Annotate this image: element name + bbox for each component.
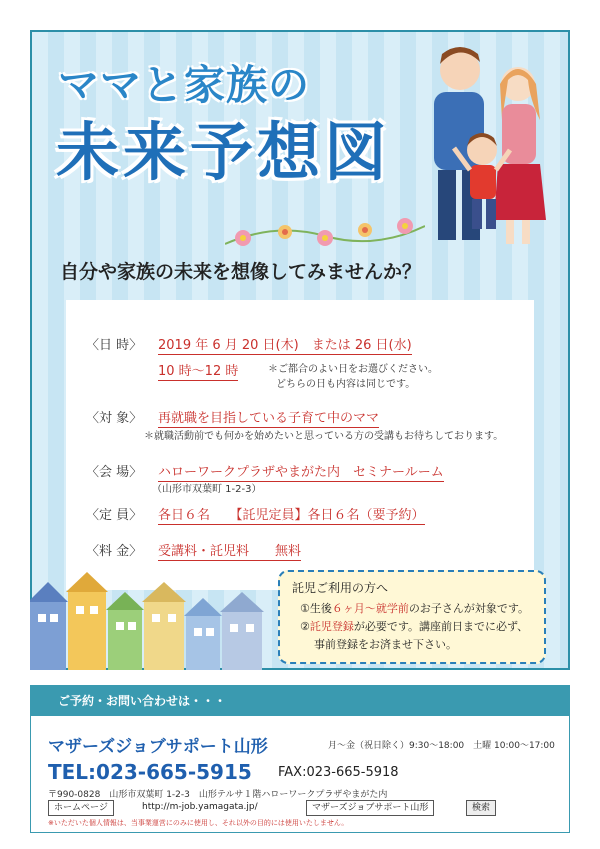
date-value: 2019 年 6 月 20 日(木) または 26 日(水): [158, 338, 412, 353]
date-note-line2: どちらの日も内容は同じです。: [276, 379, 416, 390]
target-note: ＊就職活動前でも何かを始めたいと思っている方の受講もお待ちしております。: [144, 431, 504, 442]
target-label: 〈対 象〉: [86, 411, 143, 426]
date-row: [86, 334, 412, 353]
contact-banner: [30, 685, 570, 715]
fee-row: [86, 540, 301, 559]
daycare-item1: [300, 600, 529, 616]
title-line2: 未来予想図: [56, 116, 391, 189]
contact-banner-text: ご予約・お問い合わせは・・・: [58, 694, 227, 708]
daycare-item2-line2: 事前登録をお済ませ下さい。: [314, 638, 457, 651]
daycare-item2-prefix: ②: [300, 620, 310, 633]
search-button[interactable]: 検索: [466, 800, 496, 816]
venue-value: ハローワークプラザやまがた内 セミナールーム: [158, 465, 444, 480]
daycare-item2-suffix: が必要です。講座前日までに必ず、: [353, 620, 529, 633]
phone-number[interactable]: TEL:023-665-5915: [48, 760, 252, 784]
subtitle: 自分や家族の未来を想像してみませんか？: [60, 261, 422, 283]
privacy-note: ※いただいた個人情報は、当事業運営にのみに使用し、それ以外の目的には使用いたしません。: [48, 819, 349, 827]
capacity-label: 〈定 員〉: [86, 508, 143, 523]
office-hours: 月〜金（祝日除く）9:30〜18:00 土曜 10:00〜17:00: [328, 741, 555, 751]
flower-garland: [225, 212, 425, 252]
venue-row: [86, 461, 444, 480]
search-term-box[interactable]: マザーズジョブサポート山形: [306, 800, 434, 816]
fax-number: FAX:023-665-5918: [278, 765, 399, 780]
daycare-item2: [300, 618, 528, 634]
houses-illustration: [30, 570, 270, 670]
daycare-item1-highlight: ６ヶ月〜就学前: [331, 602, 409, 615]
daycare-title: 託児ご利用の方へ: [292, 581, 389, 595]
venue-address: （山形市双葉町 1-2-3）: [152, 484, 262, 495]
time-value: 10 時〜12 時: [158, 364, 239, 379]
org-name: マザーズジョブサポート山形: [48, 737, 268, 757]
daycare-item1-prefix: ①生後: [300, 602, 332, 615]
capacity-row: [86, 504, 425, 523]
daycare-item2-highlight: 託児登録: [309, 620, 354, 633]
fee-value: 受講料・託児料 無料: [158, 544, 302, 559]
child-body: [470, 165, 496, 199]
address: 〒990-0828 山形市双葉町 1-2-3 山形テルサ１階ハローワークプラザやまがた内: [48, 790, 388, 800]
time-row: [158, 360, 238, 379]
capacity-value: 各日６名 【託児定員】各日６名（要予約）: [158, 508, 425, 523]
target-value: 再就職を目指している子育て中のママ: [158, 411, 380, 426]
title-line1: ママと家族の: [58, 61, 310, 109]
daycare-item1-suffix: のお子さんが対象です。: [408, 602, 529, 615]
homepage-url[interactable]: http://m-job.yamagata.jp/: [142, 802, 258, 812]
date-note-line1: ＊ご都合のよい日をお選びください。: [268, 364, 438, 375]
homepage-label: ホームページ: [48, 800, 114, 816]
target-row: [86, 407, 379, 426]
date-label: 〈日 時〉: [86, 338, 143, 353]
venue-label: 〈会 場〉: [86, 465, 143, 480]
daycare-notice: [278, 570, 546, 664]
fee-label: 〈料 金〉: [86, 544, 143, 559]
date-note: [268, 362, 438, 392]
